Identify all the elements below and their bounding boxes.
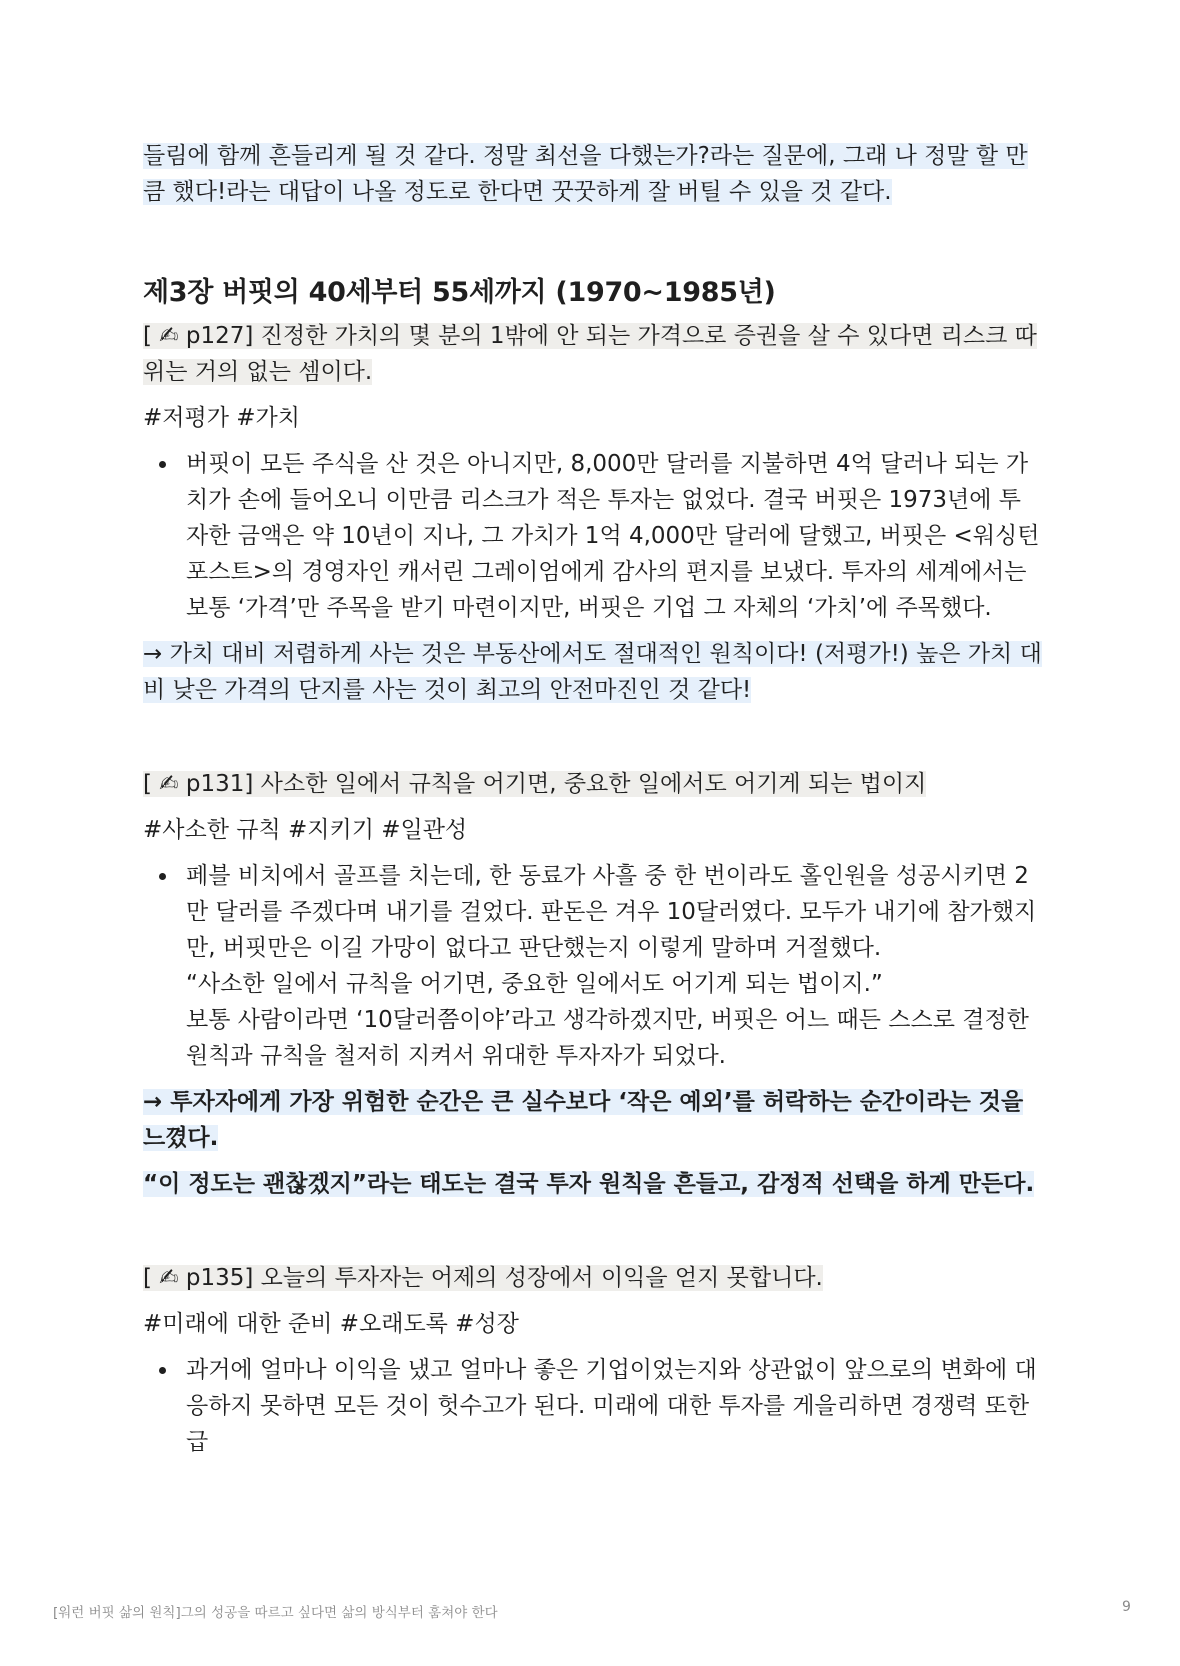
intro-text: 들림에 함께 흔들리게 될 것 같다. 정말 최선을 다했는가?라는 질문에, 그래 나 정말 할 만큼 했다!라는 대답이 나올 정도로 한다면 꿋꿋하게 잘 버틸 수 있을 것 같다. [143, 143, 1028, 205]
section-2-quote-text: 사소한 일에서 규칙을 어기면, 중요한 일에서도 어기게 되는 법이지 [253, 771, 927, 797]
section-3-quote [143, 1260, 1043, 1296]
section-3-quote-highlight [143, 1265, 823, 1291]
section-1-reflection [143, 636, 1043, 708]
chapter-title: 제3장 버핏의 40세부터 55세까지 (1970~1985년) [143, 277, 776, 308]
section-2-reflection-1-text: → 투자자에게 가장 위험한 순간은 큰 실수보다 ‘작은 예외’를 허락하는 순간이라는 것을 느꼈다. [143, 1089, 1024, 1151]
section-3-tags: #미래에 대한 준비 #오래도록 #성장 [143, 1311, 519, 1337]
section-2-quote [143, 766, 1043, 802]
section-1-quote-prefix: [ ✍ p127] [143, 323, 254, 349]
section-3-bullets [143, 1352, 1043, 1460]
section-2-reflection-2-text: “이 정도는 괜찮겠지”라는 태도는 결국 투자 원칙을 흔들고, 감정적 선택을 하게 만든다. [143, 1171, 1035, 1197]
document-body [143, 138, 1043, 1460]
section-2-bullet-line-3: 보통 사람이라면 ‘10달러쯤이야’라고 생각하겠지만, 버핏은 어느 때든 스스로 결정한 원칙과 규칙을 철저히 지켜서 위대한 투자자가 되었다. [186, 1007, 1029, 1069]
section-1-quote [143, 318, 1043, 390]
section-1-bullet-item: 버핏이 모든 주식을 산 것은 아니지만, 8,000만 달러를 지불하면 4억 달러나 되는 가치가 손에 들어오니 이만큼 리스크가 적은 투자는 없었다. 결국 버핏은 1973년에 투자한 금액은 약 10년이 지나, 그 가치가 1억 4,000만 달러에 달했고, 버핏은 <워싱턴 포스트>의 경영자인 캐서린 그레이엄에게 감사의 편지를 보냈다. 투자의 세계에서는 보통 ‘가격’만 주목을 받기 마련이지만, 버핏은 기업 그 자체의 ‘가치’에 주목했다. [186, 446, 1043, 626]
section-1-quote-highlight [143, 323, 1037, 385]
section-1-reflection-text: → 가치 대비 저렴하게 사는 것은 부동산에서도 절대적인 원칙이다! (저평가!) 높은 가치 대비 낮은 가격의 단지를 사는 것이 최고의 안전마진인 것 같다! [143, 641, 1042, 703]
section-1-quote-text: 진정한 가치의 몇 분의 1밖에 안 되는 가격으로 증권을 살 수 있다면 리스크 따위는 거의 없는 셈이다. [143, 323, 1037, 385]
section-3-bullet-item: 과거에 얼마나 이익을 냈고 얼마나 좋은 기업이었는지와 상관없이 앞으로의 변화에 대응하지 못하면 모든 것이 헛수고가 된다. 미래에 대한 투자를 게을리하면 경쟁력 또한 급 [186, 1352, 1043, 1460]
section-2-reflection-2 [143, 1166, 1043, 1202]
section-2-bullet-item [186, 858, 1043, 1074]
section-1-tags: #저평가 #가치 [143, 405, 300, 431]
intro-paragraph [143, 138, 1043, 210]
section-1-bullets [143, 446, 1043, 626]
section-2-bullets [143, 858, 1043, 1074]
section-2-quote-prefix: [ ✍ p131] [143, 771, 254, 797]
section-3-quote-prefix: [ ✍ p135] [143, 1265, 254, 1291]
section-2-reflection-1 [143, 1084, 1043, 1156]
footer-document-title: [워런 버핏 삶의 원칙]그의 성공을 따르고 싶다면 삶의 방식부터 훔쳐야 한다 [53, 1605, 498, 1621]
section-3-quote-text: 오늘의 투자자는 어제의 성장에서 이익을 얻지 못합니다. [253, 1265, 823, 1291]
section-2-bullet-line-2: “사소한 일에서 규칙을 어기면, 중요한 일에서도 어기게 되는 법이지.” [186, 971, 883, 997]
section-2-tags: #사소한 규칙 #지키기 #일관성 [143, 817, 468, 843]
section-2-quote-highlight [143, 771, 926, 797]
section-2-bullet-line-1: 페블 비치에서 골프를 치는데, 한 동료가 사흘 중 한 번이라도 홀인원을 성공시키면 2만 달러를 주겠다며 내기를 걸었다. 판돈은 겨우 10달러였다. 모두가 내기에 참가했지만, 버핏만은 이길 가망이 없다고 판단했는지 이렇게 말하며 거절했다. [186, 863, 1037, 961]
footer-page-number: 9 [1122, 1599, 1131, 1615]
